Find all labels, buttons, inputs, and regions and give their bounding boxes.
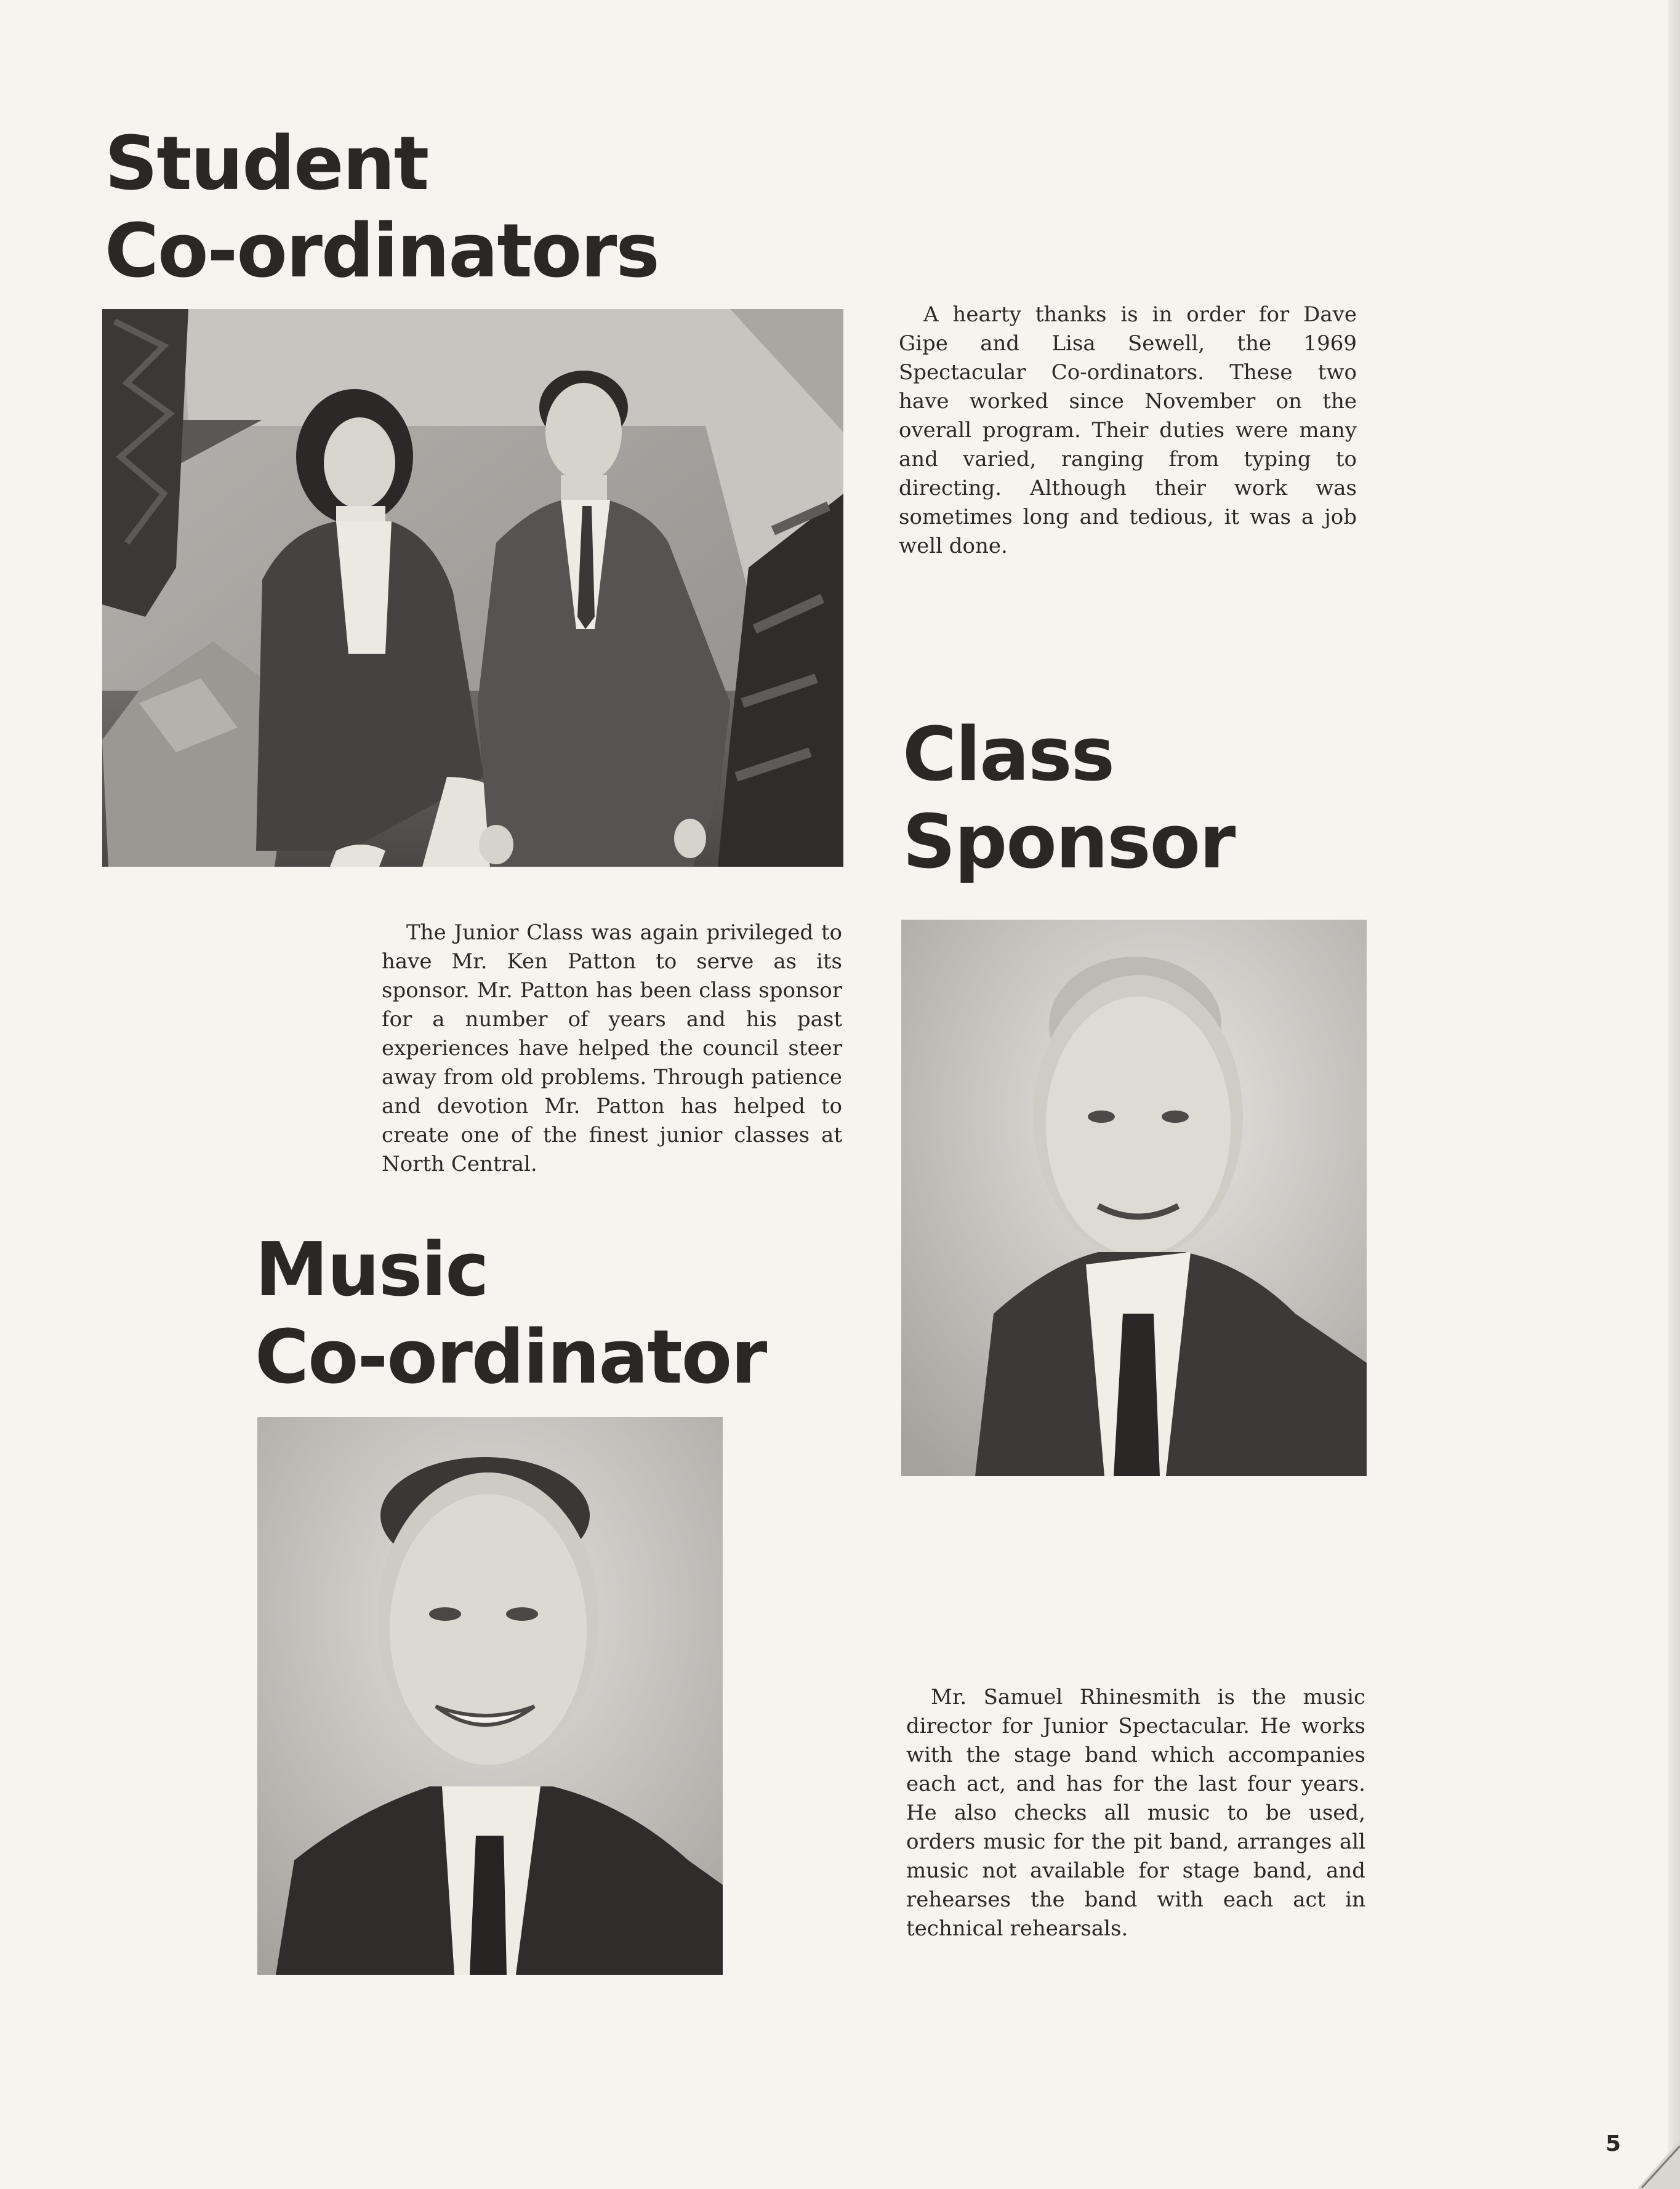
student-coordinators-heading-line1: Student (105, 121, 428, 207)
page-corner-curl (1637, 2140, 1680, 2189)
music-coordinator-text: Mr. Samuel Rhinesmith is the music director for Junior Spectacular. He works with the stage band which accompanies each act, and has for the last four years. He also checks all music to be used, orders music for the pit band, arranges all music not available for stage band, and rehearses the band with each act in technical rehearsals. (906, 1685, 1365, 1941)
music-coordinator-photo (257, 1417, 723, 1975)
music-coordinator-heading (255, 1227, 766, 1402)
page-edge (1668, 0, 1680, 2189)
student-coordinators-heading-line2: Co-ordinators (105, 209, 659, 294)
music-coordinator-heading-line1: Music (255, 1227, 488, 1313)
class-sponsor-heading (902, 712, 1234, 886)
class-sponsor-photo (901, 920, 1367, 1476)
student-coordinators-photo (102, 309, 843, 867)
student-coordinators-text: A hearty thanks is in order for Dave Gipe and Lisa Sewell, the 1969 Spectacular Co-ordinators. These two have worked since November on the overall program. Their duties were many and varied, ranging from typing to directing. Although their work was sometimes long and tedious, it was a job well done. (899, 302, 1357, 558)
class-sponsor-heading-line1: Class (902, 712, 1114, 798)
class-sponsor-heading-line2: Sponsor (902, 800, 1235, 885)
page-number: 5 (1605, 2131, 1621, 2156)
student-coordinators-heading (105, 121, 659, 295)
class-sponsor-text: The Junior Class was again privileged to have Mr. Ken Patton to serve as its sponsor. Mr. Patton has been class sponsor for a number of years and his past experiences have helped the council steer away from old problems. Through patience and devotion Mr. Patton has helped to create one of the finest junior classes at North Central. (382, 920, 842, 1176)
music-coordinator-heading-line2: Co-ordinator (255, 1315, 766, 1400)
